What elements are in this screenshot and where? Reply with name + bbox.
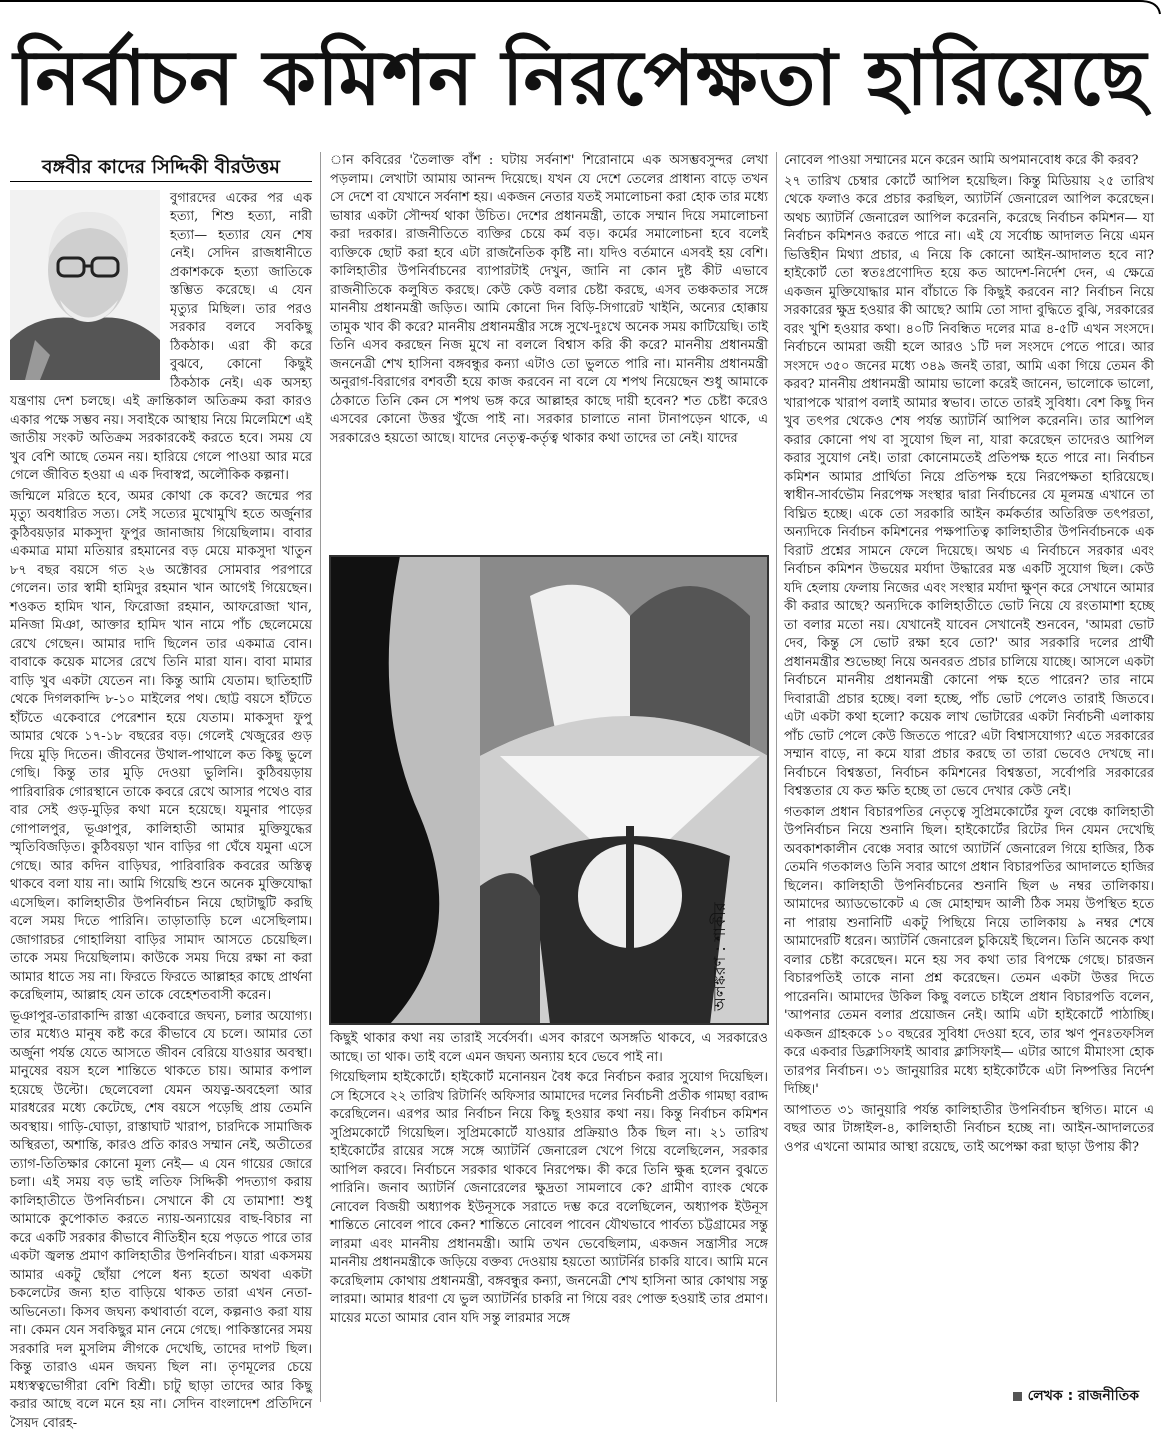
author-byline: বঙ্গবীর কাদের সিদ্দিকী বীরউত্তম [10,152,312,182]
article-column-middle-top [330,152,768,550]
paragraph: আপাতত ৩১ জানুয়ারি পর্যন্ত কালিহাতীর উপনির্বাচন স্থগিত। মানে এ বছর আর টাঙ্গাইল-৪, কালিহাতী নির্বাচন হচ্ছে না। আইন-আদালতের ওপর এখনো আমার আস্থা রয়েছে, তাই অপেক্ষা করা ছাড়া উপায় কী? [784,1102,1154,1158]
paragraph: কিছুই থাকার কথা নয় তারাই সর্বেসর্বা। এসব কারণে অসঙ্গতি থাকবে, এ সরকারেও আছে। তা থাক। তাই বলে এমন জঘন্য অন্যায় হবে ভেবে পাই না। [330,1030,768,1067]
abstract-illustration [330,556,768,1024]
paragraph: ২৭ তারিখ চেম্বার কোর্টে আপিল হয়েছিল। কিন্তু মিডিয়ায় ২৫ তারিখ থেকে ফলাও করে প্রচার করছিল, অ্যাটর্নি জেনারেল আপিল করেছেন। অথচ অ্যাটর্নি জেনারেল আপিল করেননি, করেছে নির্বাচন কমিশন— যা নির্বাচন কমিশনও করতে পারে না। এই যে সর্বোচ্চ আদালত নিয়ে এমন ভিত্তিহীন মিথ্যা প্রচার, এ নিয়ে কি কোনো আইন-আদালত হবে না? হাইকোর্ট তো স্বতঃপ্রণোদিত হয়ে কত আদেশ-নির্দেশ দেন, এ ক্ষেত্রে একজন মুক্তিযোদ্ধার মান বাঁচাতে কি কিছুই করবেন না? নির্বাচন নিয়ে সরকারের ক্ষুদ্র হওয়ার কী আছে? আমি তো সাদা বুদ্ধিতে বুঝি, সরকারের বরং খুশি হওয়ার কথা। ৪০টি নিবন্ধিত দলের মাত্র ৪-৫টি এখন সংসদে। নির্বাচনে আমরা জয়ী হলে আরও ১টি দল সংসদে পেতে পারে। আর সংসদে ৩৫০ জনের মধ্যে ৩৪৯ জনই তারা, আমি একা গিয়ে তেমন কী করব? মাননীয় প্রধানমন্ত্রী আমায় ভালো করেই জানেন, ভালোকে ভালো, খারাপকে খারাপ বলাই আমার স্বভাব। তাতে তারই সুবিধা। বেশ কিছু দিন খুব তৎপর থেকেও শেষ পর্যন্ত অ্যাটর্নি আপিল করেননি। তার আপিল করার কোনো পথ বা সুযোগ ছিল না, যারা করেছেন তাদেরও আপিল করার সুযোগ নেই। তারা কোনোমতেই প্রতিপক্ষ হতে পারে না। নির্বাচন কমিশন আমার প্রার্থিতা নিয়ে প্রতিপক্ষ হয়ে নিরপেক্ষতা হারিয়েছে। স্বাধীন-সার্বভৌম নিরপেক্ষ সংস্থার দ্বারা নির্বাচনের যে মূলমন্ত্র এখানে তা বিঘ্নিত হচ্ছে। একে তো সরকারি আইন কর্মকর্তার অতিরিক্ত তৎপরতা, অন্যদিকে নির্বাচন কমিশনের পক্ষপাতিত্ব কালিহাতীর উপনির্বাচনকে এক বিরাট প্রশ্নের সামনে ফেলে দিয়েছে। অথচ এ নির্বাচনে সরকার এবং নির্বাচন কমিশন উভয়ের মর্যাদা উদ্ধারের মস্ত একটি সুযোগ ছিল। কেউ যদি হেলায় ফেলায় নিজের এবং সংস্থার মর্যাদা ক্ষুণ্ন করে সেখানে আমার কী করার আছে? অন্যদিকে কালিহাতীতে ভোট নিয়ে যে রংতামাশা হচ্ছে তা বলার মতো নয়। যেখানেই যাবেন সেখানেই শুনবেন, 'আমরা ভোট দেব, কিন্তু সে ভোট রক্ষা হবে তো?' আর সরকারি দলের প্রার্থী প্রধানমন্ত্রীর শুভেচ্ছা নিয়ে অনবরত প্রচার চালিয়ে যাচ্ছে। আসলে একটা নির্বাচনে মাননীয় প্রধানমন্ত্রী কোনো পক্ষ হতে পারেন? তার নামে দিবারাত্রী প্রচার হচ্ছে। বলা হচ্ছে, পাঁচ ভোট পেলেও তারাই জিতবে। এটা একটা কথা হলো? কয়েক লাখ ভোটারের একটা নির্বাচনী এলাকায় পাঁচ ভোট পেলে কেউ জিততে পারে? এটা বিশ্বাসযোগ্য? এতে সরকারের সম্মান বাড়ে, না কমে যারা প্রচার করছে তা তারা ভেবেও দেখছে না। নির্বাচনে বিশ্বস্ততা, নির্বাচন কমিশনের বিশ্বস্ততা, সর্বোপরি সরকারের বিশ্বস্ততার যে কত ক্ষতি হচ্ছে তা ভেবে দেখার কেউ নেই। [784,173,1154,802]
paragraph: গতকাল প্রধান বিচারপতির নেতৃত্বে সুপ্রিমকোর্টের ফুল বেঞ্চে কালিহাতী উপনির্বাচন নিয়ে শুনানি ছিল। হাইকোর্টের রিটের দিন যেমন দেখেছি অবকাশকালীন বেঞ্চে সবার আগে অ্যাটর্নি জেনারেল গিয়ে হাজির, ঠিক তেমনি গতকালও তিনি সবার আগে প্রধান বিচারপতির আদালতে হাজির ছিলেন। কালিহাতী উপনির্বাচনের শুনানি ছিল ৬ নম্বর তালিকায়। আমাদের অ্যাডভোকেট এ জে মোহাম্মদ আলী ঠিক সময় উপস্থিত হতে না পারায় শুনানিটি একটু পিছিয়ে নিয়ে তালিকায় ৯ নম্বর শেষে আমাদেরটি ধরেন। অ্যাটর্নি জেনারেল চুকিয়েই ছিলেন। তিনি অনেক কথা বলার চেষ্টা করেছেন। মনে হয় সব কথা তার বিপক্ষে গেছে। চারজন বিচারপতিই তাকে নানা প্রশ্ন করেছেন। তেমন একটা উত্তর দিতে পারেননি। আমাদের উকিল কিছু বলতে চাইলে প্রধান বিচারপতি বলেন, 'আপনার তেমন বলার প্রয়োজন নেই। আমি এটা হাইকোর্টে পাঠাচ্ছি। একজন গ্রাহককে ১০ বছরের সুবিধা দেওয়া হবে, তার ঋণ পুনঃতফসিল করে একবার ডিক্লাসিফাই আবার ক্লাসিফাই— এটার আগে মীমাংসা হোক তারপর নির্বাচন। ৩১ জানুয়ারির মধ্যে হাইকোর্টকে এটা নিষ্পত্তির নির্দেশ দিচ্ছি।' [784,804,1154,1100]
paragraph: নোবেল পাওয়া সম্মানের মনে করেন আমি অপমানবোধ করে কী করব? [784,152,1154,171]
article-column-middle-bottom [330,1030,768,1402]
column-divider [320,152,321,1402]
column-divider [776,152,777,1402]
author-note [1013,1384,1139,1408]
author-note-text: লেখক : রাজনীতিক [1028,1388,1139,1404]
paragraph: ান কবিরের 'তৈলাক্ত বাঁশ : ঘটায় সর্বনাশ' শিরোনামে এক অসম্ভবসুন্দর লেখা পড়লাম। লেখাটা আমায় আনন্দ দিয়েছে। যখন যে দেশে তেলের প্রাধান্য বাড়ে তখন সে দেশে বা যেখানে সর্বনাশ হয়। একজন নেতার যতই সমালোচনা করা হোক তার মধ্যে ভাষার একটা সৌন্দর্য থাকা উচিত। দেশের প্রধানমন্ত্রী, তাকে সম্মান দিয়ে সমালোচনা করা দরকার। রাজনীতিতে ব্যক্তির চেয়ে কর্ম বড়। কর্মের সমালোচনা হবে বলেই ব্যক্তিকে ছোট করা হবে এটা রাজনৈতিক কৃষ্টি না। যদিও বর্তমানে এসবই হয় বেশি। কালিহাতীর উপনির্বাচনের ব্যাপারটাই দেখুন, জানি না কোন দুষ্ট কীট এভাবে রাজনীতিকে কলুষিত করছে। কেউ কেউ বলার চেষ্টা করছে, এসব তঞ্চকতার সঙ্গে মাননীয় প্রধানমন্ত্রী জড়িত। আমি কোনো দিন বিড়ি-সিগারেট খাইনি, অন্যের হোক্কায় তামুক খাব কী করে? মাননীয় প্রধানমন্ত্রীর সঙ্গে সুখে-দুঃখে অনেক সময় কাটিয়েছি। তাই তিনি এসব করছেন নিজ মুখে না বললে বিশ্বাস করি কী করে? মাননীয় প্রধানমন্ত্রী জননেত্রী শেখ হাসিনা বঙ্গবন্ধুর কন্যা এটাও তো ভুলতে পারি না। মাননীয় প্রধানমন্ত্রী অনুরাগ-বিরাগের বশবর্তী হয়ে কাজ করবেন না বলে যে শপথ নিয়েছেন শুধু আমাকে ঠেকাতে তিনি কেন সে শপথ ভঙ্গ করে আল্লাহর কাছে দায়ী হবেন? শত চেষ্টা করেও এসবের কোনো উত্তর খুঁজে পাই না। সরকার চালাতে নানা টানাপড়েন থাকে, এ সরকারেও হয়তো আছে। যাদের নেতৃত্ব-কর্তৃত্ব থাকার কথা তাদের তা নেই। যাদের [330,152,768,448]
paragraph: ভূঞাপুর-তারাকান্দি রাস্তা একেবারে জঘন্য, চলার অযোগ্য। তার মধ্যেও মানুষ কষ্ট করে কীভাবে যে চলে। আমার তো অর্জুনা পর্যন্ত যেতে আসতে জীবন বেরিয়ে যাওয়ার অবস্থা। মানুষের বয়স হলে শান্তিতে থাকতে চায়। আমার কপাল হয়েছে উল্টো। ছেলেবেলা যেমন অযত্ন-অবহেলা আর মারধরের মধ্যে কেটেছে, শেষ বয়সে পড়েছি প্রায় তেমনি অবস্থায়। গাড়ি-ঘোড়া, রাস্তাঘাট খারাপ, চারদিকে সামাজিক অস্থিরতা, অশান্তি, কারও প্রতি কারও সম্মান নেই, অতীতের ত্যাগ-তিতিক্ষার কোনো মূল্য নেই— এ যেন গায়ের জোরে চলা। এই সময় বড় ভাই লতিফ সিদ্দিকী পদত্যাগ করায় কালিহাতীতে উপনির্বাচন। সেখানে কী যে তামাশা! শুধু আমাকে কুপোকাত করতে ন্যায়-অন্যায়ের বাছ-বিচার না করে একটি সরকার কীভাবে নীতিহীন হয়ে পড়তে পারে তার একটা জ্বলন্ত প্রমাণ কালিহাতীর উপনির্বাচন। যারা একসময় আমার একটু ছোঁয়া পেলে ধন্য হতো অথবা একটা চকলেটের জন্য হাত বাড়িয়ে থাকত তারা এখন নেতা-অভিনেতা। কিসব জঘন্য কথাবার্তা বলে, কল্পনাও করা যায় না। কেমন যেন সবকিছুর মান নেমে গেছে। পাকিস্তানের সময় সরকারি দল মুসলিম লীগকে দেখেছি, তাদের দাপট ছিল। কিন্তু তারাও এমন জঘন্য ছিল না। তৃণমূলের চেয়ে মধ্যস্বত্বভোগীরা বেশি বিশ্রী। চাটু ছাড়া তাদের আর কিছু করার আছে বলে মনে হয় না। সেদিন বাংলাদেশ প্রতিদিনে সৈয়দ বোরহ- [10,1008,312,1433]
author-portrait [10,190,160,380]
paragraph: গিয়েছিলাম হাইকোর্টে। হাইকোর্ট মনোনয়ন বৈধ করে নির্বাচন করার সুযোগ দিয়েছিল। সে হিসেবে ২২ তারিখ রিটার্নিং অফিসার আমাদের দলের নির্বাচনী প্রতীক গামছা বরাদ্দ করেছিলেন। এরপর আর নির্বাচন নিয়ে কিছু হওয়ার কথা নয়। কিন্তু নির্বাচন কমিশন সুপ্রিমকোর্টে গিয়েছিল। সুপ্রিমকোর্টে যাওয়ার প্রক্রিয়াও ঠিক ছিল না। ২১ তারিখ হাইকোর্টের রায়ের সঙ্গে সঙ্গে অ্যাটর্নি জেনারেল খেপে গিয়ে বলেছিলেন, সরকার আপিল করবে। নির্বাচনে সরকার থাকবে নিরপেক্ষ। কী করে তিনি ক্ষুব্ধ হলেন বুঝতে পারিনি। জনাব অ্যাটর্নি জেনারেলের ক্ষুদ্রতা সামলাবে কে? গ্রামীণ ব্যাংক থেকে নোবেল বিজয়ী অধ্যাপক ইউনূসকে সরাতে দম্ভ করে বলেছিলেন, অধ্যাপক ইউনূস শান্তিতে নোবেল পাবে কেন? শান্তিতে নোবেল পাবেন যৌথভাবে পার্বত্য চট্টগ্রামের সন্তু লারমা এবং মাননীয় প্রধানমন্ত্রী। আমি তখন ভেবেছিলাম, একজন সন্ত্রাসীর সঙ্গে মাননীয় প্রধানমন্ত্রীকে জড়িয়ে বক্তব্য দেওয়ায় হয়তো অ্যাটর্নির চাকরি যাবে। আমি মনে করেছিলাম কোথায় প্রধানমন্ত্রী, বঙ্গবন্ধুর কন্যা, জননেত্রী শেখ হাসিনা আর কোথায় সন্তু লারমা। আমার ধারণা যে ভুল অ্যাটর্নির চাকরি না গিয়ে বরং পোক্ত হওয়াই তার প্রমাণ। মায়ের মতো আমার বোন যদি সন্তু লারমার সঙ্গে [330,1069,768,1328]
headline: নির্বাচন কমিশন নিরপেক্ষতা হারিয়েছে [0,24,1161,142]
artwork-credit: অলঙ্করণ : শাকীর [710,901,729,1012]
article-column-right [784,152,1154,1380]
paragraph: জন্মিলে মরিতে হবে, অমর কোথা কে কবে? জন্মের পর মৃত্যু অবধারিত সত্য। সেই সত্যের মুখোমুখি হতে অর্জুনার কুঠিবয়ড়ার মাকসুদা ফুপুর জানাজায় গিয়েছিলাম। বাবার একমাত্র মামা মতিয়ার রহমানের বড় মেয়ে মাকসুদা খাতুন ৮৭ বছর বয়সে গত ২৬ অক্টোবর সোমবার পরপারে গেলেন। তার স্বামী হামিদুর রহমান খান আগেই গিয়েছেন। শওকত হামিদ খান, ফিরোজা রহমান, আফরোজা খান, মনিজা মিঞা, আক্তার হামিদ খান নামে পাঁচ ছেলেমেয়ে রেখে গেছেন। আমার দাদি ছিলেন তার একমাত্র বোন। বাবাকে কয়েক মাসের রেখে তিনি মারা যান। বাবা মামার বাড়ি খুব একটা যেতেন না। কিন্তু আমি যেতাম। ছাতিহাটি থেকে দিগলকান্দি ৮-১০ মাইলের পথ। ছোট্ট বয়সে হাঁটতে হাঁটতে একেবারে পেরেশান হয়ে যেতাম। মাকসুদা ফুপু আমার থেকে ১৭-১৮ বছরের বড়। গেলেই খেজুরের গুড় দিয়ে মুড়ি দিতেন। জীবনের উথাল-পাথালে কত কিছু ভুলে গেছি। কিন্তু তার মুড়ি দেওয়া ভুলিনি। কুঠিবয়ড়ায় পারিবারিক গোরস্থানে তাকে কবরে রেখে আসার পথেও বার বার সেই গুড়-মুড়ির কথা মনে হয়েছে। যমুনার পাড়ের গোপালপুর, ভূঞাপুর, কালিহাতী আমার মুক্তিযুদ্ধের স্মৃতিবিজড়িত। কুঠিবয়ড়া খান বাড়ির গা ঘেঁষে যমুনা এসে গেছে। আর কদিন বাড়িঘর, পারিবারিক কবরের অস্তিত্ব থাকবে বলা যায় না। আমি গিয়েছি শুনে অনেক মুক্তিযোদ্ধা এসেছিল। কালিহাতীর উপনির্বাচন নিয়ে ছোটাছুটি করছি বলে সময় দিতে পারিনি। তাড়াতাড়ি চলে এসেছিলাম। জোগারচর গোহালিয়া বাড়ির সামাদ আসতে চেয়েছিল। তাকে সময় দিয়েছিলাম। কাউকে সময় দিয়ে রক্ষা না করা আমার ধাতে সয় না। ফিরতে ফিরতে আল্লাহর কাছে প্রার্থনা করেছিলাম, আল্লাহ যেন তাকে বেহেশতবাসী করেন। [10,488,312,1006]
top-border-rule [0,0,1161,16]
article-column-left [10,152,312,1402]
paragraph: বুগারদের একের পর এক হত্যা, শিশু হত্যা, নারী হত্যা— হত্যার যেন শেষ নেই। সেদিন রাজধানীতে প্রকাশককে হত্যা জাতিকে স্তম্ভিত করেছে। এ যেন মৃত্যুর মিছিল। তার পরও সরকার বলবে সবকিছু ঠিকঠাক। এরা কী করে বুঝবে, কোনো কিছুই ঠিকঠাক নেই। এক অসহ্য যন্ত্রণায় দেশ চলছে। এই ক্রান্তিকাল অতিক্রম করা কারও একার পক্ষে সম্ভব নয়। সবাইকে আস্থায় নিয়ে মিলেমিশে এই জাতীয় সংকট অতিক্রম সরকারকেই করতে হবে। সময় যে খুব বেশি আছে তেমন নয়। হারিয়ে গেলে পাওয়া আর মরে গেলে জীবিত হওয়া এ এক দিবাস্বপ্ন, অলৌকিক কল্পনা। [10,190,312,486]
square-bullet-icon [1013,1392,1022,1401]
